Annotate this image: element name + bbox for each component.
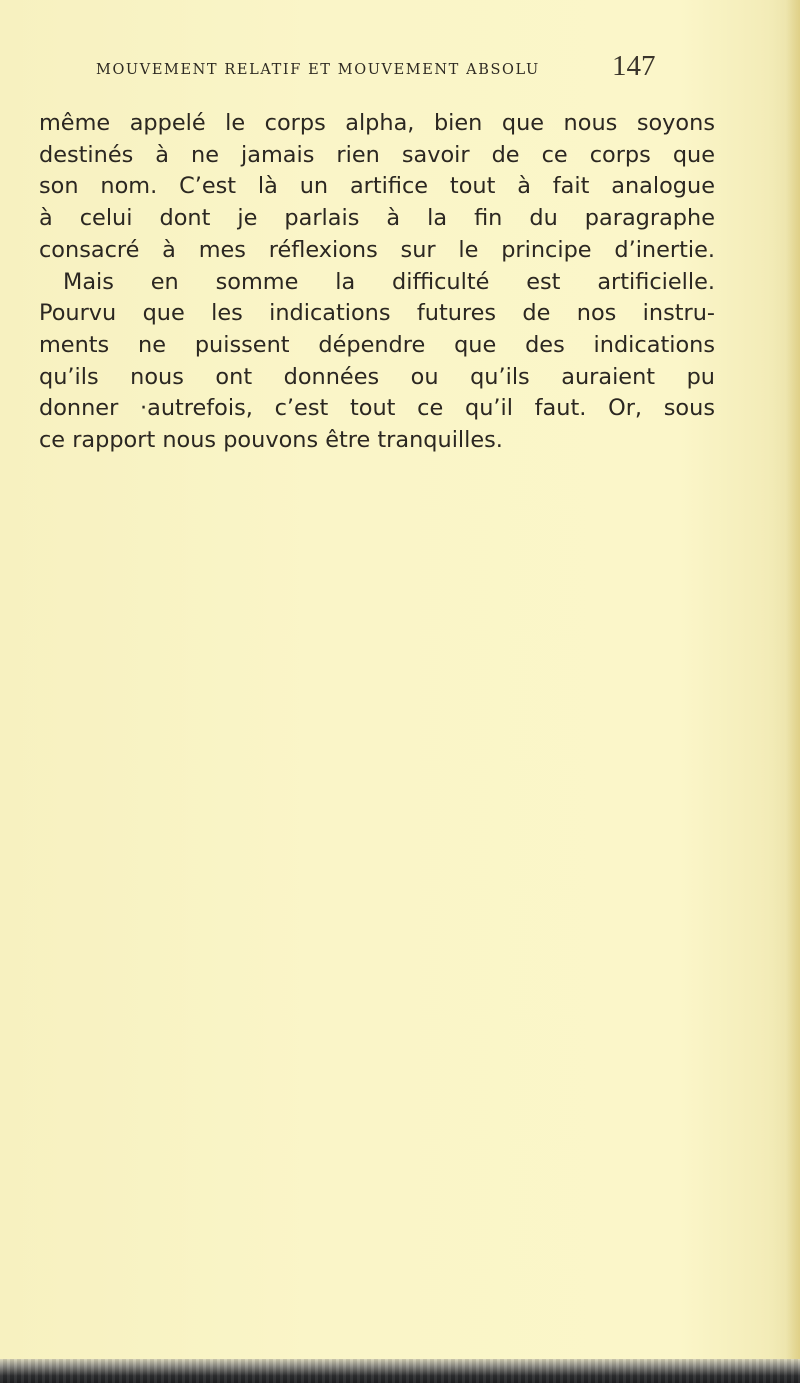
text-line-10: donner ·autrefois, c’est tout ce qu’il faut. Or, sous: [39, 395, 715, 422]
running-head: MOUVEMENT RELATIF ET MOUVEMENT ABSOLU: [96, 62, 540, 78]
text-line-8: ments ne puissent dépendre que des indications: [39, 331, 715, 358]
text-line-5: consacré à mes réflexions sur le principe d’inertie.: [39, 236, 715, 263]
text-line-9: qu’ils nous ont données ou qu’ils auraient pu: [39, 363, 715, 390]
text-line-4: à celui dont je parlais à la fin du paragraphe: [39, 205, 715, 232]
text-line-6: Mais en somme la difficulté est artificielle.: [63, 268, 715, 295]
text-line-3: son nom. C’est là un artifice tout à fait analogue: [39, 173, 715, 200]
text-line-7: Pourvu que les indications futures de nos instru-: [39, 300, 715, 327]
page-edge-shadow: [786, 0, 800, 1383]
paragraph: [39, 108, 715, 457]
text-line-1: même appelé le corps alpha, bien que nous soyons: [39, 110, 715, 136]
page-number: 147: [612, 50, 656, 82]
text-line-2: destinés à ne jamais rien savoir de ce corps que: [39, 141, 715, 168]
scan-bottom-edge: [0, 1359, 800, 1383]
text-line-11: ce rapport nous pouvons être tranquilles.: [39, 427, 503, 454]
